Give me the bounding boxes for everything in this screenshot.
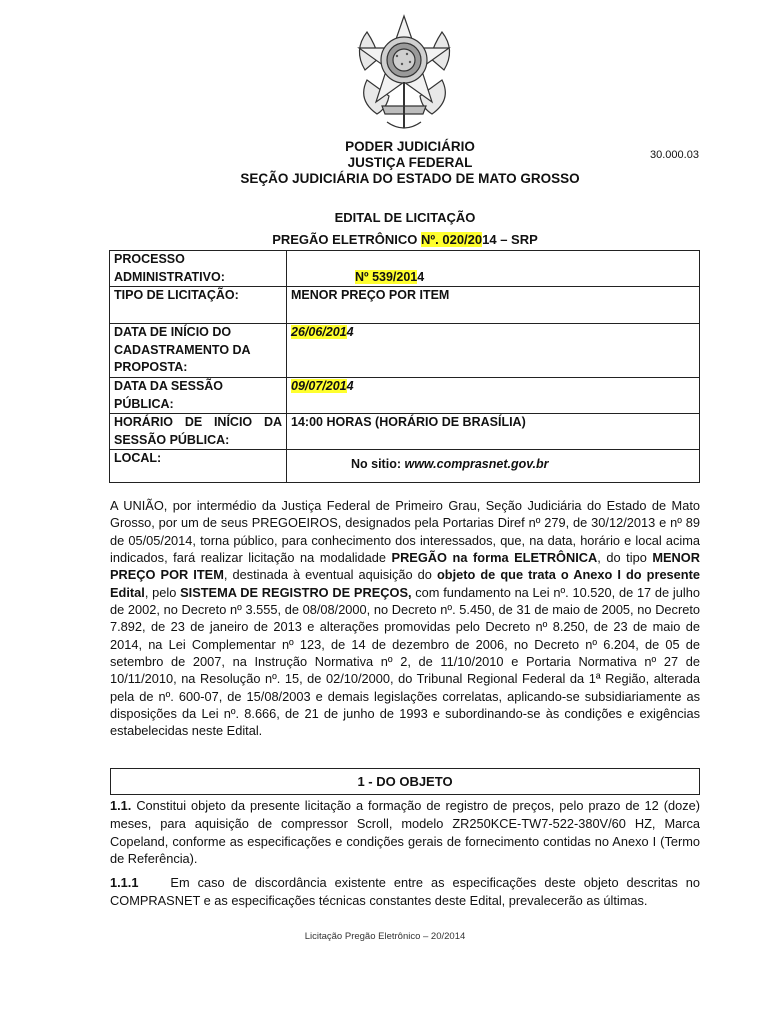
document-header: [150, 139, 670, 187]
row-label: HORÁRIO DE INÍCIO DA SESSÃO PÚBLICA:: [110, 414, 287, 450]
table-row: [110, 378, 700, 414]
item-1-1-1: 1.1.1 Em caso de discordância existente entre as especificações deste objeto descritas no COMPRASNET e as especificações técnicas constantes deste Edital, prevalecerão as últimas.: [110, 875, 700, 908]
preamble-paragraph: A UNIÃO, por intermédio da Justiça Federal de Primeiro Grau, Seção Judiciária do Estado de Mato Grosso, por um de seus PREGOEIROS, designados pela Portarias Diref nº 279, de 30/12/2013 e nº 89 de 05/05/2014, torna público, para conhecimento dos interessados, que, na data, horário e local acima indicados, fará realizar licitação na modalidade PREGÃO na forma ELETRÔNICA, do tipo MENOR PREÇO POR ITEM, destinada à eventual aquisição do objeto de que trata o Anexo I do presente Edital, pelo SISTEMA DE REGISTRO DE PREÇOS, com fundamento na Lei nº. 10.520, de 17 de julho de 2002, no Decreto nº 3.555, de 08/08/2000, no Decreto nº. 5.450, de 31 de maio de 2005, no Decreto 7.892, de 23 de janeiro de 2013 e alterações promovidas pelo Decreto nº 8.250, de 23 de maio de 2014, na Lei Complementar nº 123, de 14 de dezembro de 2006, no Decreto nº 6.204, de 05 de setembro de 2007, na Instrução Normativa nº 2, de 11/10/2010 e Portaria Normativa nº 27 de 10/11/2010, na Resolução nº. 15, de 02/10/2000, do Tribunal Regional Federal da 1ª Região, alterada pela de nº. 600-07, de 15/08/2003 e demais legislações correlatas, aplicando-se subsidiariamente as disposições da Lei nº. 8.666, de 21 de junho de 1993 e subordinando-se às condições e exigências estabelecidas neste Edital.: [110, 498, 700, 739]
document-code: 30.000.03: [650, 149, 699, 161]
row-label: DATA DA SESSÃO PÚBLICA:: [110, 378, 287, 414]
row-value: 26/06/2014: [287, 324, 700, 378]
row-value: No sitio: www.comprasnet.gov.br: [287, 450, 700, 483]
row-label: TIPO DE LICITAÇÃO:: [110, 287, 287, 324]
row-label: DATA DE INÍCIO DO CADASTRAMENTO DA PROPOSTA:: [110, 324, 287, 378]
row-label: LOCAL:: [110, 450, 287, 483]
header-line-3: SEÇÃO JUDICIÁRIA DO ESTADO DE MATO GROSSO: [240, 171, 580, 186]
item-1-1: 1.1. Constitui objeto da presente licitação a formação de registro de preços, pelo prazo de 12 (doze) meses, para aquisição de compressor Scroll, modelo ZR250KCE-TW7-522-380V/60 HZ, Marca Copeland, conforme as especificações e condições gerais de fornecimento contidas no Anexo I (Termo de Referência).: [110, 798, 700, 867]
table-row: [110, 287, 700, 324]
table-row: [110, 251, 700, 287]
process-info-table: [109, 250, 700, 483]
row-label: PROCESSO ADMINISTRATIVO:: [110, 251, 287, 287]
header-line-2: JUSTIÇA FEDERAL: [347, 155, 473, 170]
edital-heading: EDITAL DE LICITAÇÃO: [334, 210, 476, 225]
row-value: MENOR PREÇO POR ITEM: [287, 287, 700, 324]
page-footer: Licitação Pregão Eletrônico – 20/2014: [304, 931, 466, 942]
row-value: 14:00 HORAS (HORÁRIO DE BRASÍLIA): [287, 414, 700, 450]
row-value: Nº 539/2014: [287, 251, 700, 287]
header-line-1: PODER JUDICIÁRIO: [345, 139, 475, 154]
table-row: [110, 324, 700, 378]
edital-pregao-line: PREGÃO ELETRÔNICO Nº. 020/2014 – SRP: [272, 232, 538, 247]
section-heading-objeto: 1 - DO OBJETO: [110, 768, 700, 795]
edital-title: [110, 207, 700, 251]
row-value: 09/07/2014: [287, 378, 700, 414]
table-row: [110, 414, 700, 450]
table-row: [110, 450, 700, 483]
coat-of-arms-icon: [347, 10, 462, 138]
